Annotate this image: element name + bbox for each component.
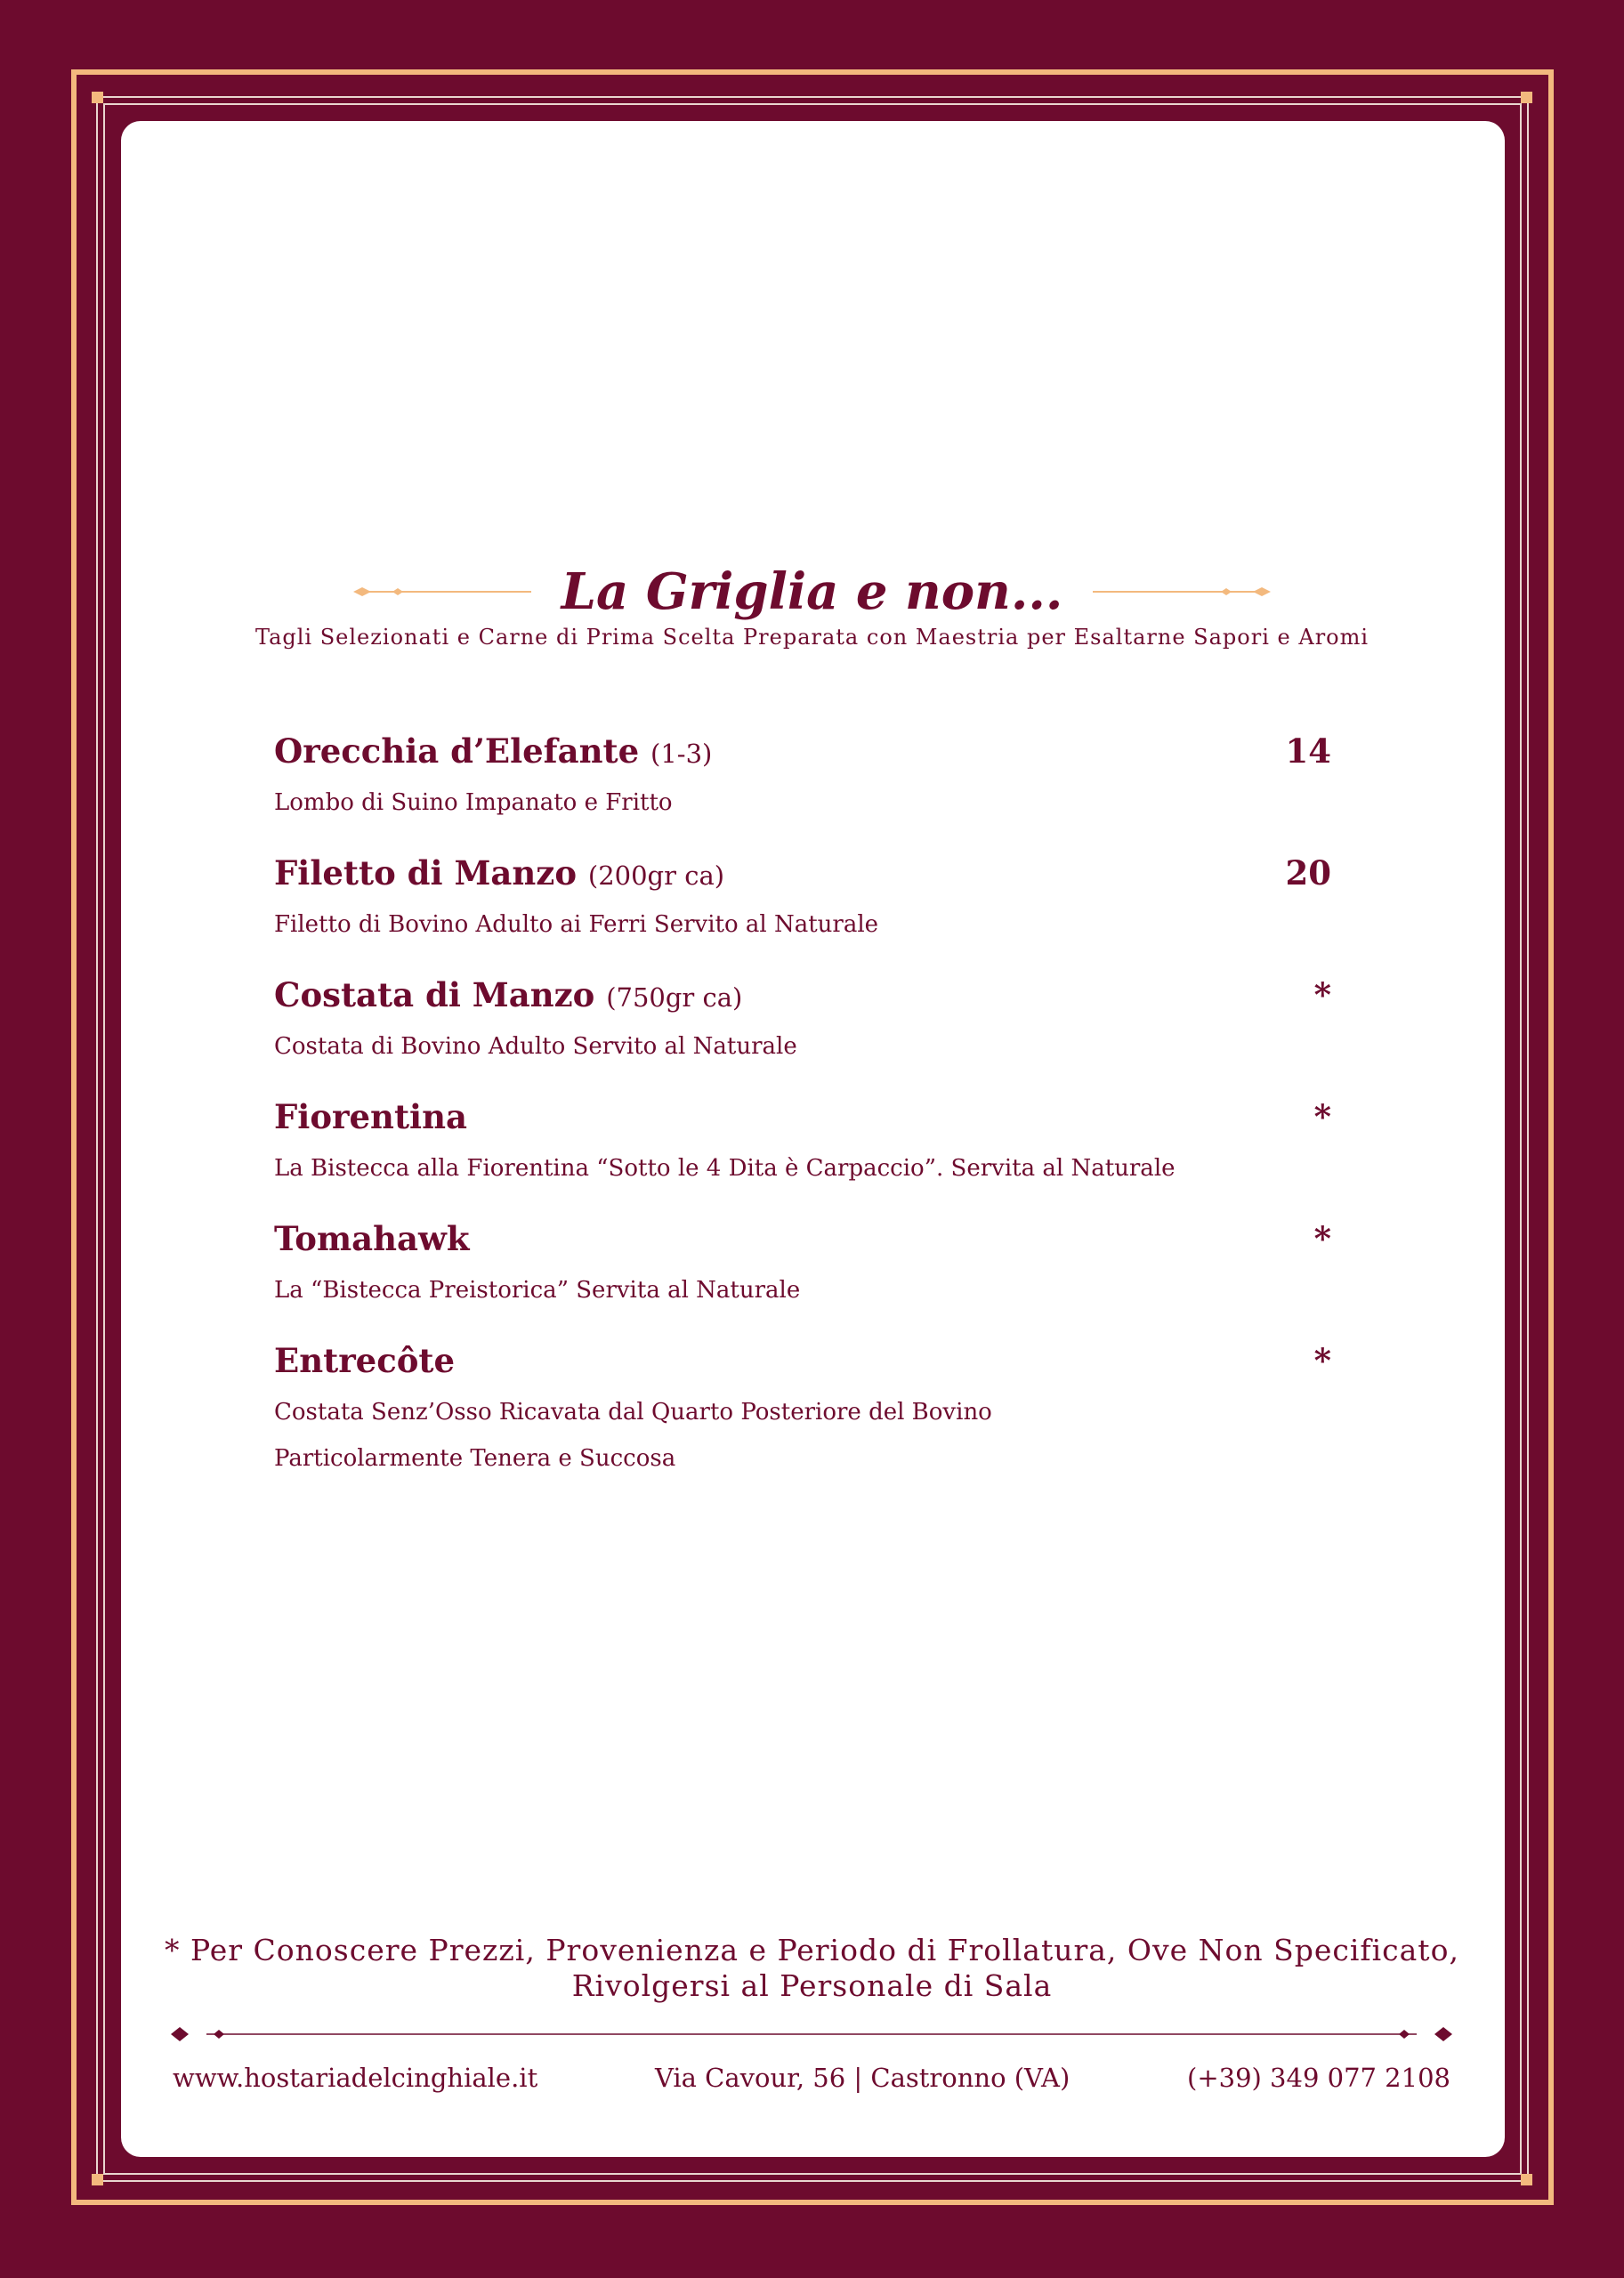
page-subtitle: Tagli Selezionati e Carne di Prima Scelta Preparata con Maestria per Esaltarne Sapori e Aromi xyxy=(255,625,1369,650)
item-name: Tomahawk xyxy=(274,1219,470,1258)
corner-ornament-bottom-left xyxy=(92,2174,103,2185)
item-price: * xyxy=(1313,1341,1331,1380)
page-title: La Griglia e non... xyxy=(561,562,1063,621)
footnote-line: Rivolgersi al Personale di Sala xyxy=(571,1968,1053,2003)
item-price: 14 xyxy=(1285,731,1331,771)
footnote xyxy=(133,1933,1491,2004)
item-description: La Bistecca alla Fiorentina “Sotto le 4 Dita è Carpaccio”. Servita al Naturale xyxy=(274,1155,1176,1182)
item-description: Costata di Bovino Adulto Servito al Naturale xyxy=(274,1033,797,1060)
item-description: Costata Senz’Osso Ricavata dal Quarto Posteriore del Bovino xyxy=(274,1399,992,1426)
item-note: (750gr ca) xyxy=(606,982,743,1013)
item-description: Filetto di Bovino Adulto ai Ferri Servito al Naturale xyxy=(274,911,879,938)
item-price: * xyxy=(1313,975,1331,1014)
footer-divider-icon xyxy=(171,2024,1452,2045)
corner-ornament-bottom-right xyxy=(1521,2174,1532,2185)
address: Via Cavour, 56 | Castronno (VA) xyxy=(654,2063,1071,2093)
menu-item xyxy=(274,1219,1331,1312)
item-note: (200gr ca) xyxy=(587,860,725,891)
item-name: Filetto di Manzo (200gr ca) xyxy=(274,853,725,893)
item-name: Fiorentina xyxy=(274,1097,467,1136)
menu-item xyxy=(274,975,1331,1068)
right-ornament-icon xyxy=(1084,583,1271,601)
item-price: * xyxy=(1313,1219,1331,1258)
item-description: Particolarmente Tenera e Succosa xyxy=(274,1445,676,1472)
item-description: La “Bistecca Preistorica” Servita al Naturale xyxy=(274,1277,801,1304)
item-price: 20 xyxy=(1285,853,1331,893)
website-link[interactable]: www.hostariadelcinghiale.it xyxy=(173,2063,538,2093)
corner-ornament-top-right xyxy=(1521,92,1532,103)
menu-item xyxy=(274,853,1331,946)
corner-ornament-top-left xyxy=(92,92,103,103)
item-note: (1-3) xyxy=(650,739,713,769)
item-name: Costata di Manzo (750gr ca) xyxy=(274,975,743,1014)
item-name: Entrecôte xyxy=(274,1341,456,1380)
left-ornament-icon xyxy=(353,583,540,601)
item-name: Orecchia d’Elefante (1-3) xyxy=(274,731,713,771)
phone-number[interactable]: (+39) 349 077 2108 xyxy=(1187,2063,1450,2093)
title-row xyxy=(0,552,1624,632)
footer xyxy=(173,2063,1450,2098)
menu-item xyxy=(274,1341,1331,1480)
item-price: * xyxy=(1313,1097,1331,1136)
footnote-line: * Per Conoscere Prezzi, Provenienza e Periodo di Frollatura, Ove Non Specificato, xyxy=(165,1933,1459,1967)
menu-item xyxy=(274,731,1331,824)
item-description: Lombo di Suino Impanato e Fritto xyxy=(274,789,673,816)
menu-item xyxy=(274,1097,1331,1190)
